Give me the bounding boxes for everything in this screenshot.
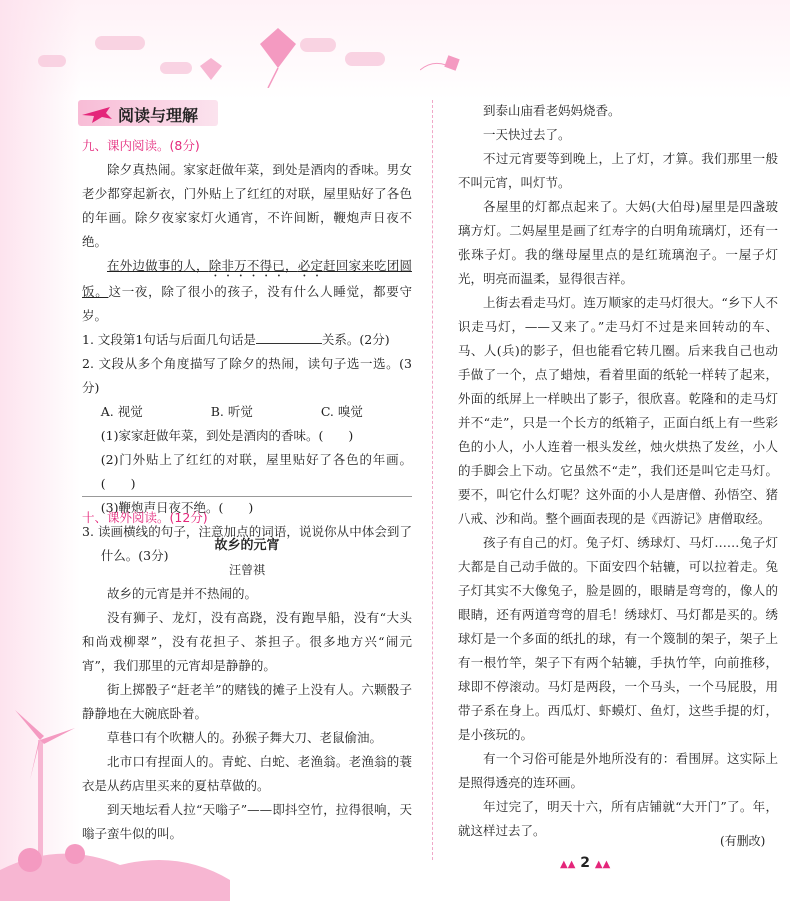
cloud-icon	[95, 36, 145, 50]
question-2: 2. 文段从多个角度描写了除夕的热闹，读句子选一选。(3分)	[82, 356, 412, 395]
kite-icon	[420, 55, 460, 75]
article-paragraph: 到天地坛看人拉“天嗡子”——即抖空竹，拉得很响，天嗡子蛮牛似的叫。	[82, 802, 412, 841]
kite-icon	[200, 58, 222, 80]
cloud-icon	[38, 55, 66, 67]
dotted-word: 必定	[297, 258, 324, 273]
section-title: 阅读与理解	[118, 106, 199, 125]
article-paragraph: 北市口有捏面人的。青蛇、白蛇、老渔翁。老渔翁的蓑衣是从药店里买来的夏枯草做的。	[82, 754, 412, 793]
underlined-sentence: ，	[285, 258, 298, 273]
article-paragraph: 草巷口有个吹糖人的。孙猴子舞大刀、老鼠偷油。	[107, 730, 383, 745]
page-deco-icon: ▲▲	[560, 859, 576, 870]
article-paragraph: 各屋里的灯都点起来了。大妈(大伯母)屋里是四盏玻璃方灯。二妈屋里是画了红寿字的白明角琉璃灯，还有一张珠子灯。我的继母屋里点的是红琉璃泡子。一屋子灯光，明亮而温柔，显得很吉祥。	[458, 199, 778, 286]
part9-heading: 九、课内阅读。(8分)	[82, 138, 200, 153]
header-decoration	[0, 0, 790, 100]
section-divider	[82, 496, 412, 497]
question-1	[82, 328, 412, 352]
underlined-sentence: 在外边做事的人，	[107, 258, 209, 273]
article-paragraph: 上街去看走马灯。连万顺家的走马灯很大。“乡下人不识走马灯，——又来了。”走马灯不过是来回转动的车、马、人(兵)的影子，但也能看它转几圈。后来我自己也动手做了一个，点了蜡烛，看着里面的纸轮一样转了起来，外面的纸屏上一样映出了影子，很欣喜。乾隆和的走马灯并不“走”，只是一个长方的纸箱子，正面白纸上有一些彩色的小人，小人连着一根头发丝，烛火烘热了发丝，小人的手脚会上下动。它虽然不“走”，我们还是叫它走马灯。要不，叫它什么灯呢？这外面的小人是唐僧、孙悟空、猪八戒、沙和尚。整个画面表现的是《西游记》唐僧取经。	[458, 295, 778, 526]
answer-blank[interactable]	[256, 329, 322, 344]
page-number-text: 2	[580, 855, 591, 871]
plane-icon	[80, 101, 114, 125]
revision-note: (有删改)	[720, 834, 766, 848]
windmill-icon	[0, 700, 90, 860]
page-deco-icon: ▲▲	[594, 859, 611, 870]
options-row	[82, 400, 412, 424]
underlined-sentence: 赶回家来吃团圆饭。	[82, 258, 412, 299]
column-divider	[432, 100, 433, 860]
article-paragraph: 有一个习俗可能是外地所没有的：看围屏。这实际上是照得透亮的连环画。	[458, 751, 778, 790]
question-2-item[interactable]: (2)门外贴上了红红的对联，屋里贴好了各色的年画。( )	[100, 452, 412, 491]
article-paragraph: 故乡的元宵是并不热闹的。	[107, 586, 258, 601]
kite-icon	[258, 28, 298, 88]
option: B. 听觉	[210, 404, 253, 419]
part10-heading: 十、课外阅读。(12分)	[82, 510, 208, 525]
question-3: 3. 读画横线的句子，注意加点的词语，说说你从中体会到了什么。(3分)	[82, 524, 412, 563]
article-paragraph: 年过完了，明天十六，所有店铺就“大开门”了。年，就这样过去了。	[458, 799, 778, 838]
cloud-icon	[160, 62, 192, 74]
dotted-word: 除非万不得已	[208, 258, 286, 273]
left-column	[82, 134, 412, 568]
article-paragraph: 孩子有自己的灯。兔子灯、绣球灯、马灯……兔子灯大都是自己动手做的。下面安四个轱辘，可以拉着走。兔子灯其实不大像兔子，脸是圆的，眼睛是弯弯的，像人的眼睛，还有两道弯弯的眉毛！绣球灯、马灯都是买的。绣球灯是一个多面的纸扎的球，有一个篾制的架子，架子上有一根竹竿，架子下有两个轱辘，手执竹竿，向前推移，球即不停滚动。马灯是两段，一个马头，一个马屁股，用带子系在身上。西瓜灯、虾蟆灯、鱼灯，这些手提的灯，是小孩玩的。	[458, 535, 778, 742]
article-paragraph: 街上掷骰子“赶老羊”的赌钱的摊子上没有人。六颗骰子静静地在大碗底卧着。	[82, 682, 412, 721]
hills-decoration	[0, 840, 230, 901]
question-text: 关系。(2分)	[321, 332, 390, 347]
question-2-item[interactable]: (3)鞭炮声日夜不绝。( )	[100, 500, 254, 515]
question-2-item[interactable]: (1)家家赶做年菜，到处是酒肉的香味。( )	[100, 428, 354, 443]
passage-paragraph	[82, 254, 412, 328]
passage-text: 这一夜，除了很小的孩子，没有什么人睡觉，都要守岁。	[82, 284, 412, 323]
cloud-icon	[300, 38, 336, 52]
article-paragraph: 到泰山庙看老妈妈烧香。	[483, 103, 621, 118]
article-paragraph: 没有狮子、龙灯，没有高跷，没有跑旱船，没有“大头和尚戏柳翠”，没有花担子、茶担子。很多地方兴“闹元宵”，我们那里的元宵却是静静的。	[82, 610, 412, 673]
cloud-icon	[345, 52, 385, 66]
article-author: 汪曾祺	[228, 563, 265, 577]
article-title: 故乡的元宵	[214, 538, 280, 553]
option: C. 嗅觉	[320, 404, 363, 419]
article-paragraph: 一天快过去了。	[483, 127, 571, 142]
article-paragraph: 不过元宵要等到晚上，上了灯，才算。我们那里一般不叫元宵，叫灯节。	[458, 151, 778, 190]
passage-paragraph: 除夕真热闹。家家赶做年菜，到处是酒肉的香味。男女老少都穿起新衣，门外贴上了红红的对联，屋里贴好了各色的年画。除夕夜家家灯火通宵，不许间断，鞭炮声日夜不绝。	[82, 162, 412, 249]
part10-left	[82, 506, 412, 846]
option: A. 视觉	[100, 404, 143, 419]
question-text: 1. 文段第1句话与后面几句话是	[82, 332, 256, 347]
page-number	[560, 855, 610, 871]
right-column	[458, 99, 778, 843]
